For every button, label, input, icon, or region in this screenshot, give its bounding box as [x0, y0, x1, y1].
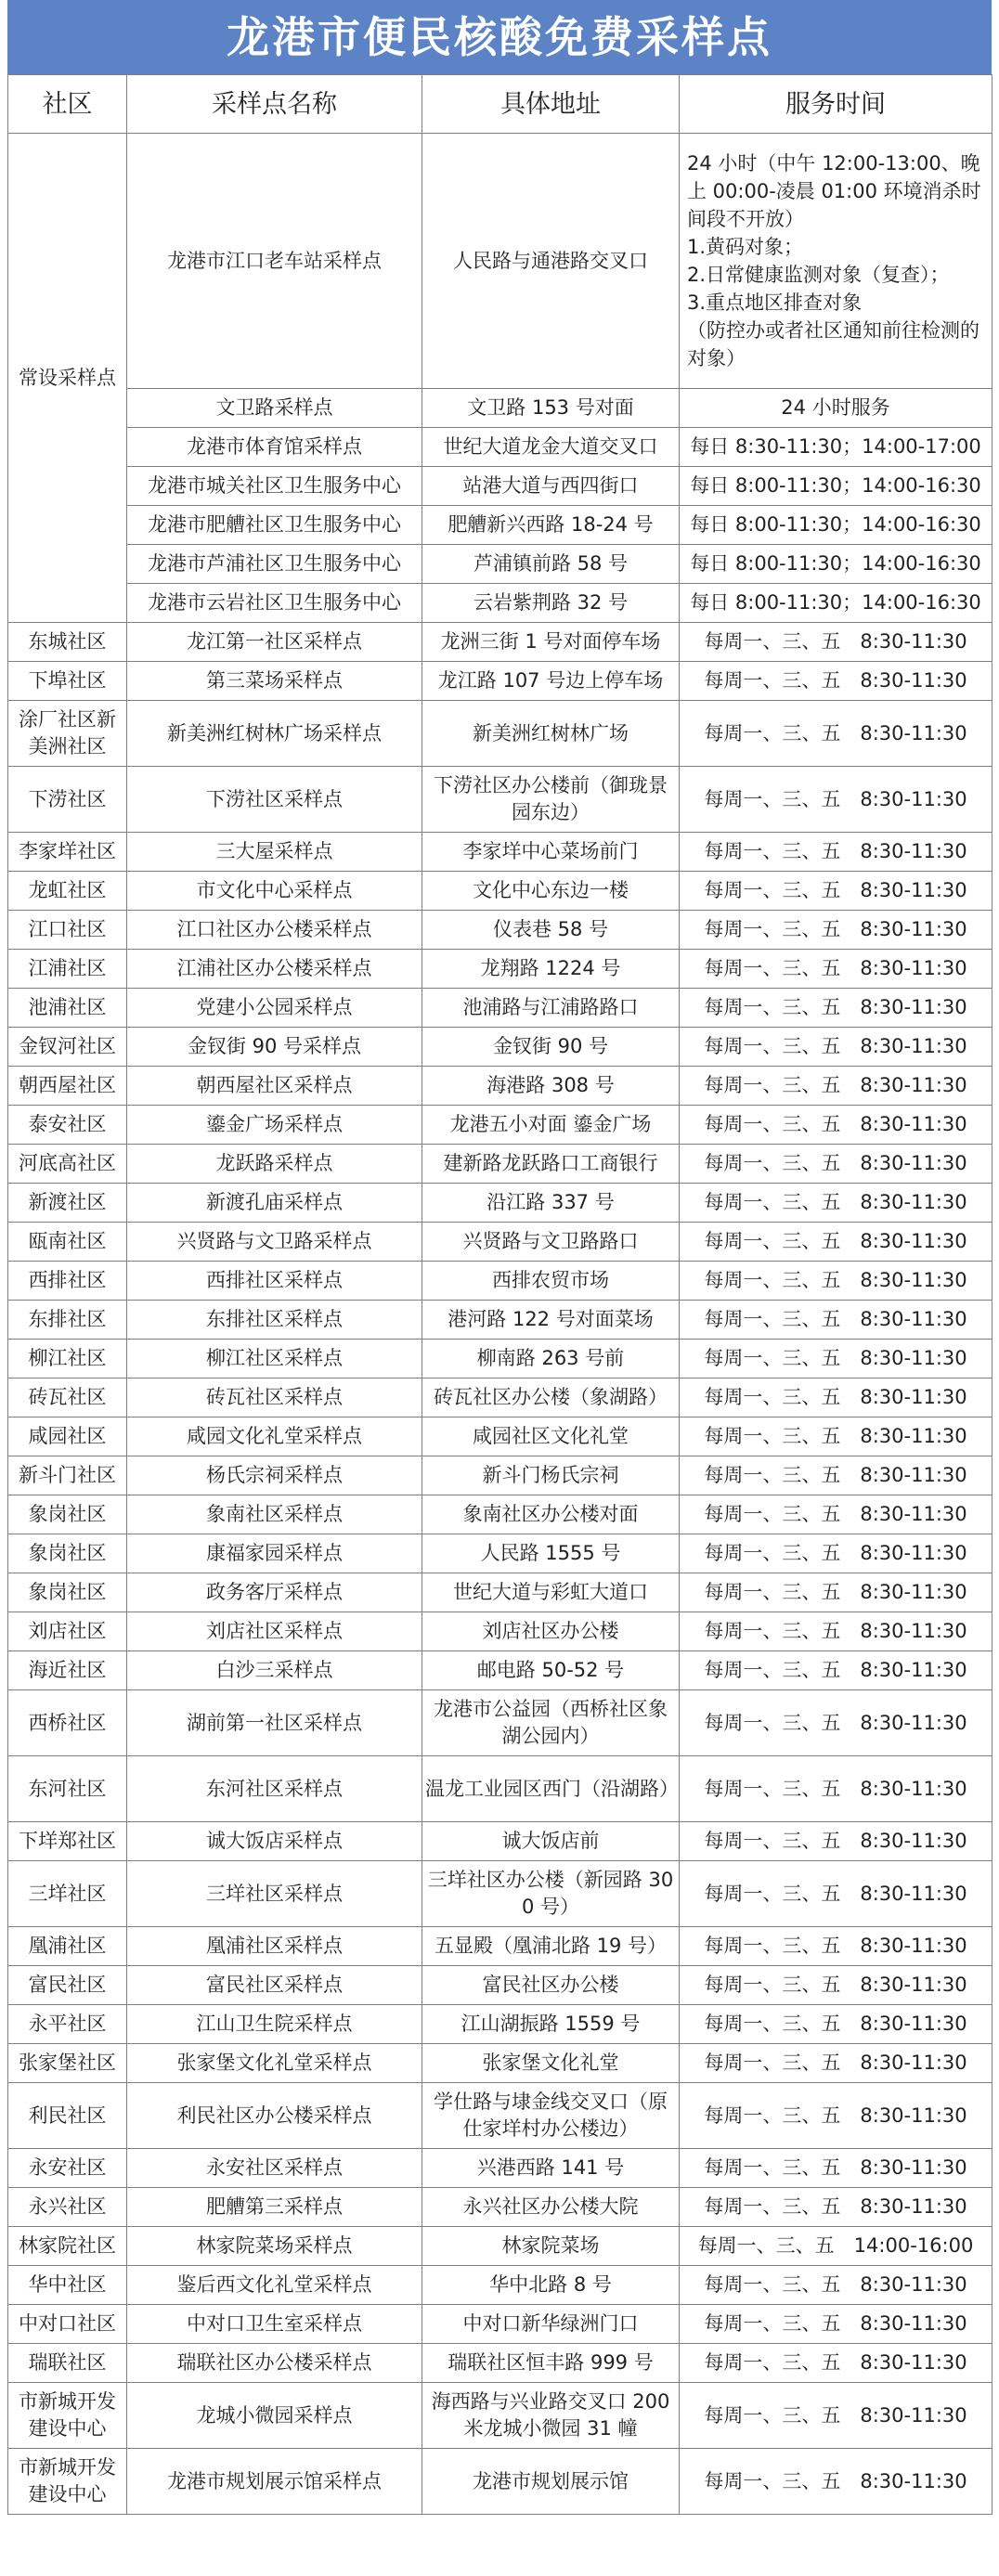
community-cell: 砖瓦社区 [8, 1379, 127, 1417]
site-name-cell: 龙港市城关社区卫生服务中心 [127, 467, 422, 506]
table-row [8, 1379, 993, 1417]
service-time-cell: 每周一、三、五 8:30-11:30 [680, 1690, 993, 1756]
service-time-cell: 每周一、三、五 8:30-11:30 [680, 1927, 993, 1966]
table-row [8, 2044, 993, 2083]
header-community: 社区 [8, 75, 127, 134]
address-cell: 兴贤路与文卫路路口 [422, 1223, 680, 1262]
table-row [8, 389, 993, 428]
address-cell: 富民社区办公楼 [422, 1966, 680, 2005]
community-cell: 池浦社区 [8, 989, 127, 1028]
service-time-cell: 每周一、三、五 14:00-16:00 [680, 2227, 993, 2266]
table-row [8, 2383, 993, 2449]
site-name-cell: 东河社区采样点 [127, 1756, 422, 1822]
site-name-cell: 新渡孔庙采样点 [127, 1184, 422, 1223]
header-site-name: 采样点名称 [127, 75, 422, 134]
address-cell: 海港路 308 号 [422, 1067, 680, 1106]
site-name-cell: 江口社区办公楼采样点 [127, 911, 422, 950]
site-name-cell: 龙跃路采样点 [127, 1145, 422, 1184]
service-time-cell: 每周一、三、五 8:30-11:30 [680, 701, 993, 767]
table-row [8, 545, 993, 584]
site-name-cell: 咸园文化礼堂采样点 [127, 1417, 422, 1456]
community-cell: 张家堡社区 [8, 2044, 127, 2083]
table-row [8, 1756, 993, 1822]
service-time-cell [680, 134, 993, 389]
address-cell: 建新路龙跃路口工商银行 [422, 1145, 680, 1184]
community-cell: 泰安社区 [8, 1106, 127, 1145]
community-cell: 柳江社区 [8, 1340, 127, 1379]
table-row [8, 1417, 993, 1456]
community-cell: 李家垟社区 [8, 833, 127, 872]
site-name-cell: 富民社区采样点 [127, 1966, 422, 2005]
community-cell: 河底高社区 [8, 1145, 127, 1184]
community-cell: 下涝社区 [8, 767, 127, 833]
address-cell: 学仕路与埭金线交叉口（原仕家垟村办公楼边） [422, 2083, 680, 2149]
service-time-cell: 每日 8:30-11:30；14:00-17:00 [680, 428, 993, 467]
community-cell: 金钗河社区 [8, 1028, 127, 1067]
service-time-cell: 每周一、三、五 8:30-11:30 [680, 1966, 993, 2005]
site-name-cell: 瑞联社区办公楼采样点 [127, 2344, 422, 2383]
service-time-cell: 24 小时服务 [680, 389, 993, 428]
table-row [8, 1184, 993, 1223]
address-cell: 江山湖振路 1559 号 [422, 2005, 680, 2044]
service-time-cell: 每日 8:00-11:30；14:00-16:30 [680, 467, 993, 506]
service-time-cell: 每周一、三、五 8:30-11:30 [680, 662, 993, 701]
table-row [8, 428, 993, 467]
table-row [8, 2005, 993, 2044]
table-body [8, 134, 993, 2515]
address-cell: 龙港市公益园（西桥社区象湖公园内） [422, 1690, 680, 1756]
site-name-cell: 朝西屋社区采样点 [127, 1067, 422, 1106]
site-name-cell: 康福家园采样点 [127, 1534, 422, 1573]
community-cell: 凰浦社区 [8, 1927, 127, 1966]
address-cell: 瑞联社区恒丰路 999 号 [422, 2344, 680, 2383]
address-cell: 中对口新华绿洲门口 [422, 2305, 680, 2344]
table-row [8, 701, 993, 767]
address-cell: 五显殿（凰浦北路 19 号） [422, 1927, 680, 1966]
service-time-line: 24 小时（中午 12:00-13:00、晚上 00:00-凌晨 01:00 环境消杀时间段不开放） [687, 152, 981, 230]
table-row [8, 1106, 993, 1145]
address-cell: 世纪大道龙金大道交叉口 [422, 428, 680, 467]
service-time-cell: 每周一、三、五 8:30-11:30 [680, 623, 993, 662]
community-cell: 咸园社区 [8, 1417, 127, 1456]
service-time-cell: 每周一、三、五 8:30-11:30 [680, 1379, 993, 1417]
site-name-cell: 兴贤路与文卫路采样点 [127, 1223, 422, 1262]
community-cell: 常设采样点 [8, 134, 127, 623]
service-time-cell: 每周一、三、五 8:30-11:30 [680, 2383, 993, 2449]
community-cell: 西桥社区 [8, 1690, 127, 1756]
service-time-cell: 每日 8:00-11:30；14:00-16:30 [680, 584, 993, 623]
address-cell: 兴港西路 141 号 [422, 2149, 680, 2188]
address-cell: 新斗门杨氏宗祠 [422, 1456, 680, 1495]
table-row [8, 2227, 993, 2266]
table-row [8, 1028, 993, 1067]
community-cell: 林家院社区 [8, 2227, 127, 2266]
community-cell: 中对口社区 [8, 2305, 127, 2344]
table-row [8, 1612, 993, 1651]
address-cell: 世纪大道与彩虹大道口 [422, 1573, 680, 1612]
address-cell: 云岩紫荆路 32 号 [422, 584, 680, 623]
site-name-cell: 第三菜场采样点 [127, 662, 422, 701]
site-name-cell: 三大屋采样点 [127, 833, 422, 872]
site-name-cell: 湖前第一社区采样点 [127, 1690, 422, 1756]
address-cell: 龙港市规划展示馆 [422, 2449, 680, 2515]
service-time-cell: 每周一、三、五 8:30-11:30 [680, 1651, 993, 1690]
service-time-cell: 每周一、三、五 8:30-11:30 [680, 1495, 993, 1534]
sampling-sites-table [7, 74, 993, 2515]
site-name-cell: 金钗街 90 号采样点 [127, 1028, 422, 1067]
address-cell: 三垟社区办公楼（新园路 300 号） [422, 1861, 680, 1927]
service-time-cell: 每周一、三、五 8:30-11:30 [680, 1861, 993, 1927]
site-name-cell: 党建小公园采样点 [127, 989, 422, 1028]
table-row [8, 1145, 993, 1184]
service-time-cell: 每周一、三、五 8:30-11:30 [680, 2005, 993, 2044]
service-time-cell: 每周一、三、五 8:30-11:30 [680, 833, 993, 872]
site-name-cell: 龙港市芦浦社区卫生服务中心 [127, 545, 422, 584]
table-row [8, 950, 993, 989]
site-name-cell: 利民社区办公楼采样点 [127, 2083, 422, 2149]
community-cell: 刘店社区 [8, 1612, 127, 1651]
address-cell: 李家垟中心菜场前门 [422, 833, 680, 872]
service-time-line: 3.重点地区排查对象 [687, 291, 863, 314]
site-name-cell: 三垟社区采样点 [127, 1861, 422, 1927]
site-name-cell: 鉴后西文化礼堂采样点 [127, 2266, 422, 2305]
table-row [8, 2266, 993, 2305]
site-name-cell: 龙港市云岩社区卫生服务中心 [127, 584, 422, 623]
community-cell: 江浦社区 [8, 950, 127, 989]
site-name-cell: 龙城小微园采样点 [127, 2383, 422, 2449]
site-name-cell: 龙江第一社区采样点 [127, 623, 422, 662]
address-cell: 华中北路 8 号 [422, 2266, 680, 2305]
service-time-cell: 每周一、三、五 8:30-11:30 [680, 989, 993, 1028]
table-row [8, 767, 993, 833]
address-cell: 肥艚新兴西路 18-24 号 [422, 506, 680, 545]
table-row [8, 1262, 993, 1301]
table-row [8, 662, 993, 701]
service-time-cell: 每周一、三、五 8:30-11:30 [680, 1262, 993, 1301]
service-time-cell: 每日 8:00-11:30；14:00-16:30 [680, 545, 993, 584]
service-time-cell: 每日 8:00-11:30；14:00-16:30 [680, 506, 993, 545]
site-name-cell: 张家堡文化礼堂采样点 [127, 2044, 422, 2083]
address-cell: 人民路 1555 号 [422, 1534, 680, 1573]
table-row [8, 833, 993, 872]
table-row [8, 2305, 993, 2344]
address-cell: 邮电路 50-52 号 [422, 1651, 680, 1690]
table-row [8, 2149, 993, 2188]
site-name-cell: 白沙三采样点 [127, 1651, 422, 1690]
address-cell: 龙翔路 1224 号 [422, 950, 680, 989]
table-row [8, 1822, 993, 1861]
address-cell: 芦浦镇前路 58 号 [422, 545, 680, 584]
site-name-cell: 西排社区采样点 [127, 1262, 422, 1301]
service-time-cell: 每周一、三、五 8:30-11:30 [680, 1612, 993, 1651]
service-time-line: （防控办或者社区通知前往检测的对象） [687, 319, 980, 369]
site-name-cell: 柳江社区采样点 [127, 1340, 422, 1379]
community-cell: 瑞联社区 [8, 2344, 127, 2383]
service-time-cell: 每周一、三、五 8:30-11:30 [680, 911, 993, 950]
table-row [8, 1861, 993, 1927]
community-cell: 三垟社区 [8, 1861, 127, 1927]
table-row [8, 467, 993, 506]
site-name-cell: 象南社区采样点 [127, 1495, 422, 1534]
community-cell: 东河社区 [8, 1756, 127, 1822]
service-time-cell: 每周一、三、五 8:30-11:30 [680, 1028, 993, 1067]
service-time-cell: 每周一、三、五 8:30-11:30 [680, 1822, 993, 1861]
community-cell: 下垟郑社区 [8, 1822, 127, 1861]
address-cell: 龙洲三街 1 号对面停车场 [422, 623, 680, 662]
site-name-cell: 刘店社区采样点 [127, 1612, 422, 1651]
service-time-cell: 每周一、三、五 8:30-11:30 [680, 1340, 993, 1379]
table-row [8, 2188, 993, 2227]
address-cell: 沿江路 337 号 [422, 1184, 680, 1223]
table-row [8, 134, 993, 389]
community-cell: 东城社区 [8, 623, 127, 662]
page-title: 龙港市便民核酸免费采样点 [7, 0, 992, 74]
address-cell: 永兴社区办公楼大院 [422, 2188, 680, 2227]
community-cell: 市新城开发建设中心 [8, 2449, 127, 2515]
service-time-cell: 每周一、三、五 8:30-11:30 [680, 1534, 993, 1573]
service-time-cell: 每周一、三、五 8:30-11:30 [680, 2044, 993, 2083]
service-time-cell: 每周一、三、五 8:30-11:30 [680, 2344, 993, 2383]
table-row [8, 1495, 993, 1534]
community-cell: 永安社区 [8, 2149, 127, 2188]
site-name-cell: 杨氏宗祠采样点 [127, 1456, 422, 1495]
table-row [8, 1534, 993, 1573]
service-time-cell: 每周一、三、五 8:30-11:30 [680, 950, 993, 989]
site-name-cell: 政务客厅采样点 [127, 1573, 422, 1612]
site-name-cell: 永安社区采样点 [127, 2149, 422, 2188]
service-time-cell: 每周一、三、五 8:30-11:30 [680, 767, 993, 833]
site-name-cell: 龙港市肥艚社区卫生服务中心 [127, 506, 422, 545]
table-row [8, 584, 993, 623]
service-time-line: 1.黄码对象； [687, 236, 804, 258]
address-cell: 砖瓦社区办公楼（象湖路） [422, 1379, 680, 1417]
address-cell: 金钗街 90 号 [422, 1028, 680, 1067]
address-cell: 刘店社区办公楼 [422, 1612, 680, 1651]
community-cell: 下埠社区 [8, 662, 127, 701]
community-cell: 华中社区 [8, 2266, 127, 2305]
service-time-cell: 每周一、三、五 8:30-11:30 [680, 2449, 993, 2515]
community-cell: 朝西屋社区 [8, 1067, 127, 1106]
table-row [8, 1456, 993, 1495]
community-cell: 象岗社区 [8, 1534, 127, 1573]
address-cell: 仪表巷 58 号 [422, 911, 680, 950]
service-time-cell: 每周一、三、五 8:30-11:30 [680, 2188, 993, 2227]
table-row [8, 1690, 993, 1756]
community-cell: 永平社区 [8, 2005, 127, 2044]
address-cell: 港河路 122 号对面菜场 [422, 1301, 680, 1340]
table-row [8, 2344, 993, 2383]
service-time-cell: 每周一、三、五 8:30-11:30 [680, 1145, 993, 1184]
service-time-cell: 每周一、三、五 8:30-11:30 [680, 1301, 993, 1340]
site-name-cell: 诚大饭店采样点 [127, 1822, 422, 1861]
community-cell: 永兴社区 [8, 2188, 127, 2227]
site-name-cell: 新美洲红树林广场采样点 [127, 701, 422, 767]
community-cell: 新渡社区 [8, 1184, 127, 1223]
address-cell: 龙港五小对面 鎏金广场 [422, 1106, 680, 1145]
site-name-cell: 江浦社区办公楼采样点 [127, 950, 422, 989]
service-time-cell: 每周一、三、五 8:30-11:30 [680, 2149, 993, 2188]
table-row [8, 1067, 993, 1106]
address-cell: 龙江路 107 号边上停车场 [422, 662, 680, 701]
community-cell: 龙虹社区 [8, 872, 127, 911]
site-name-cell: 肥艚第三采样点 [127, 2188, 422, 2227]
service-time-cell: 每周一、三、五 8:30-11:30 [680, 1756, 993, 1822]
service-time-cell: 每周一、三、五 8:30-11:30 [680, 872, 993, 911]
table-header-row [8, 75, 993, 134]
address-cell: 站港大道与西四街口 [422, 467, 680, 506]
community-cell: 涂厂社区新美洲社区 [8, 701, 127, 767]
service-time-cell: 每周一、三、五 8:30-11:30 [680, 1067, 993, 1106]
community-cell: 市新城开发建设中心 [8, 2383, 127, 2449]
address-cell: 海西路与兴业路交叉口 200 米龙城小微园 31 幢 [422, 2383, 680, 2449]
community-cell: 象岗社区 [8, 1573, 127, 1612]
service-time-cell: 每周一、三、五 8:30-11:30 [680, 1106, 993, 1145]
site-name-cell: 鎏金广场采样点 [127, 1106, 422, 1145]
site-name-cell: 江山卫生院采样点 [127, 2005, 422, 2044]
community-cell: 象岗社区 [8, 1495, 127, 1534]
service-time-cell: 每周一、三、五 8:30-11:30 [680, 2083, 993, 2149]
address-cell: 文化中心东边一楼 [422, 872, 680, 911]
table-row [8, 1651, 993, 1690]
community-cell: 利民社区 [8, 2083, 127, 2149]
header-address: 具体地址 [422, 75, 680, 134]
service-time-cell: 每周一、三、五 8:30-11:30 [680, 2305, 993, 2344]
table-row [8, 1340, 993, 1379]
address-cell: 温龙工业园区西门（沿湖路） [422, 1756, 680, 1822]
address-cell: 文卫路 153 号对面 [422, 389, 680, 428]
site-name-cell: 龙港市江口老车站采样点 [127, 134, 422, 389]
community-cell: 瓯南社区 [8, 1223, 127, 1262]
site-name-cell: 龙港市体育馆采样点 [127, 428, 422, 467]
site-name-cell: 文卫路采样点 [127, 389, 422, 428]
community-cell: 江口社区 [8, 911, 127, 950]
address-cell: 西排农贸市场 [422, 1262, 680, 1301]
address-cell: 人民路与通港路交叉口 [422, 134, 680, 389]
service-time-line: 2.日常健康监测对象（复查）； [687, 264, 950, 286]
service-time-cell: 每周一、三、五 8:30-11:30 [680, 1417, 993, 1456]
address-cell: 咸园社区文化礼堂 [422, 1417, 680, 1456]
table-row [8, 1223, 993, 1262]
address-cell: 张家堡文化礼堂 [422, 2044, 680, 2083]
table-row [8, 1927, 993, 1966]
site-name-cell: 林家院菜场采样点 [127, 2227, 422, 2266]
address-cell: 下涝社区办公楼前（御珑景园东边） [422, 767, 680, 833]
site-name-cell: 东排社区采样点 [127, 1301, 422, 1340]
site-name-cell: 龙港市规划展示馆采样点 [127, 2449, 422, 2515]
site-name-cell: 砖瓦社区采样点 [127, 1379, 422, 1417]
community-cell: 新斗门社区 [8, 1456, 127, 1495]
site-name-cell: 市文化中心采样点 [127, 872, 422, 911]
service-time-cell: 每周一、三、五 8:30-11:30 [680, 1456, 993, 1495]
table-row [8, 989, 993, 1028]
community-cell: 东排社区 [8, 1301, 127, 1340]
address-cell: 新美洲红树林广场 [422, 701, 680, 767]
community-cell: 西排社区 [8, 1262, 127, 1301]
table-row [8, 872, 993, 911]
table-row [8, 911, 993, 950]
table-row [8, 1966, 993, 2005]
address-cell: 林家院菜场 [422, 2227, 680, 2266]
address-cell: 柳南路 263 号前 [422, 1340, 680, 1379]
address-cell: 象南社区办公楼对面 [422, 1495, 680, 1534]
service-time-cell: 每周一、三、五 8:30-11:30 [680, 2266, 993, 2305]
table-row [8, 2449, 993, 2515]
table-row [8, 1301, 993, 1340]
address-cell: 池浦路与江浦路路口 [422, 989, 680, 1028]
site-name-cell: 下涝社区采样点 [127, 767, 422, 833]
address-cell: 诚大饭店前 [422, 1822, 680, 1861]
service-time-cell: 每周一、三、五 8:30-11:30 [680, 1573, 993, 1612]
community-cell: 富民社区 [8, 1966, 127, 2005]
table-row [8, 2083, 993, 2149]
table-row [8, 1573, 993, 1612]
site-name-cell: 中对口卫生室采样点 [127, 2305, 422, 2344]
site-name-cell: 凰浦社区采样点 [127, 1927, 422, 1966]
table-row [8, 623, 993, 662]
service-time-cell: 每周一、三、五 8:30-11:30 [680, 1184, 993, 1223]
service-time-cell: 每周一、三、五 8:30-11:30 [680, 1223, 993, 1262]
community-cell: 海近社区 [8, 1651, 127, 1690]
table-row [8, 506, 993, 545]
header-service-time: 服务时间 [680, 75, 993, 134]
